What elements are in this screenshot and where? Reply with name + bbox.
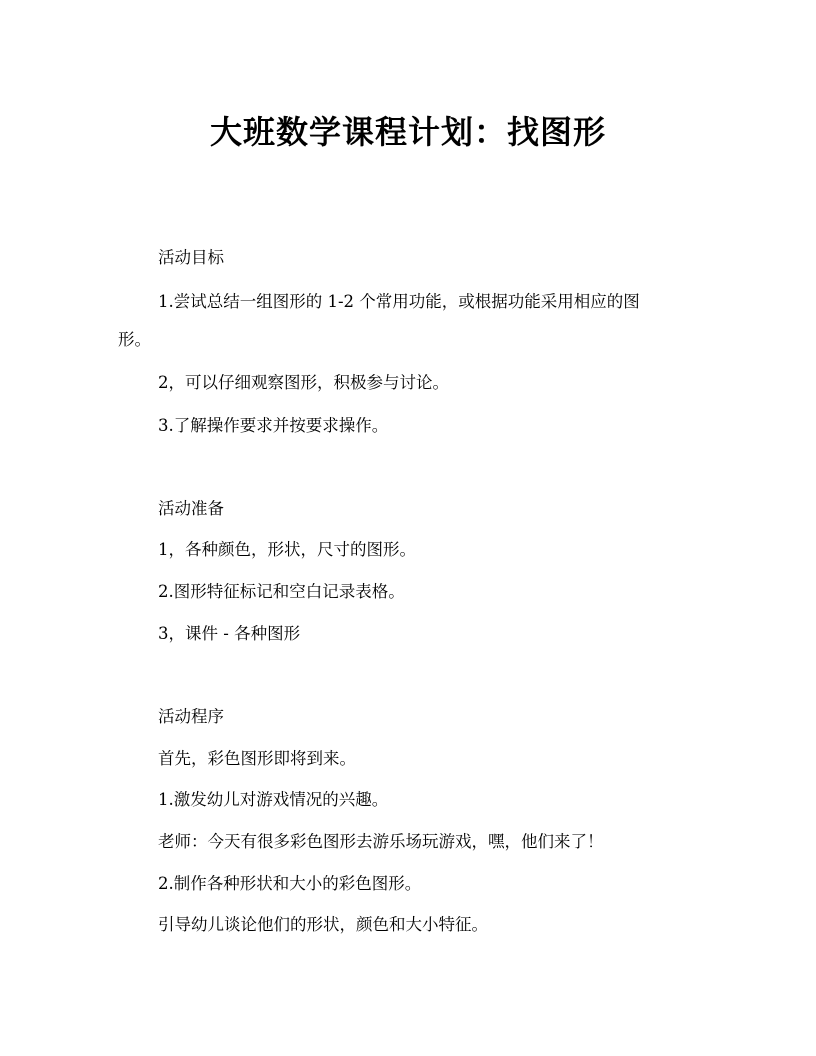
section-heading-preparation: 活动准备 [158, 499, 224, 518]
preparation-item-3: 3，课件 - 各种图形 [158, 624, 301, 643]
document-title: 大班数学课程计划：找图形 [209, 113, 606, 151]
preparation-item-2: 2.图形特征标记和空白记录表格。 [158, 582, 405, 601]
goal-item-2: 2，可以仔细观察图形，积极参与讨论。 [158, 373, 449, 392]
goal-item-1: 1.尝试总结一组图形的 1-2 个常用功能，或根据功能采用相应的图 [158, 292, 640, 311]
procedure-line-2: 1.激发幼儿对游戏情况的兴趣。 [158, 790, 389, 809]
procedure-line-4: 2.制作各种形状和大小的彩色图形。 [158, 874, 422, 893]
goal-item-1-continuation: 形。 [118, 330, 151, 349]
section-heading-procedure: 活动程序 [158, 707, 224, 726]
procedure-line-5: 引导幼儿谈论他们的形状，颜色和大小特征。 [158, 915, 488, 934]
section-heading-goals: 活动目标 [158, 248, 224, 267]
goal-item-3: 3.了解操作要求并按要求操作。 [158, 416, 389, 435]
preparation-item-1: 1，各种颜色，形状，尺寸的图形。 [158, 540, 416, 559]
procedure-line-3: 老师：今天有很多彩色图形去游乐场玩游戏，嘿，他们来了！ [158, 832, 604, 851]
procedure-line-1: 首先，彩色图形即将到来。 [158, 749, 356, 768]
